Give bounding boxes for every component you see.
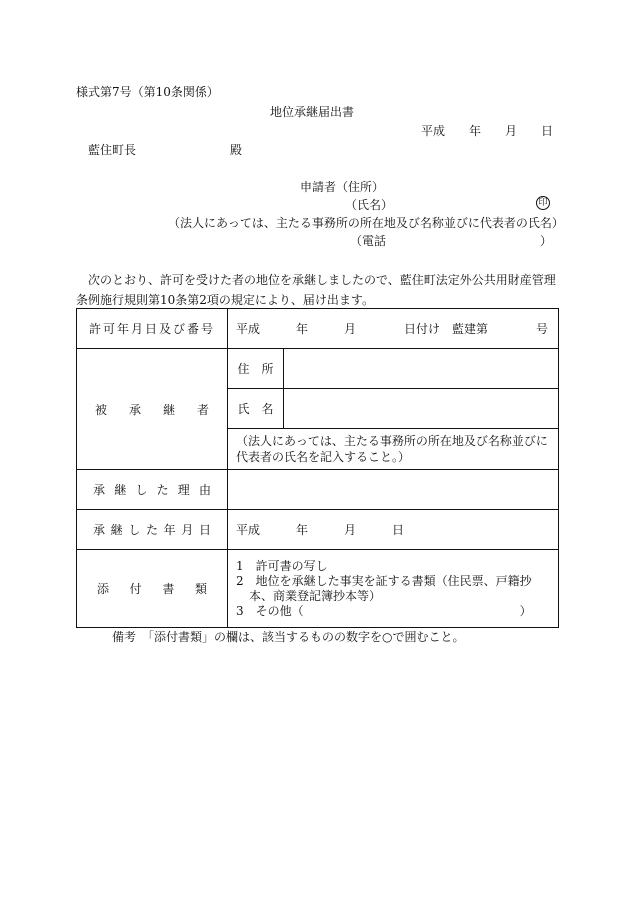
attachments-list bbox=[228, 550, 559, 628]
attachment-item: 2 地位を承継した事実を証する書類（住民票、戸籍抄本、商業登記簿抄本等） bbox=[236, 573, 532, 603]
succession-date-value: 平成 年 月 日 bbox=[228, 510, 559, 550]
addressee: 藍住町長 bbox=[88, 143, 137, 157]
successor-label: 被 承 継 者 bbox=[95, 402, 209, 417]
permit-value: 平成 年 月 日付け 藍建第 号 bbox=[228, 309, 559, 349]
date-line: 平成 年 月 日 bbox=[421, 124, 554, 138]
reason-row bbox=[77, 470, 559, 510]
reason-label: 承 継 し た 理 由 bbox=[93, 483, 211, 497]
address-field[interactable] bbox=[284, 349, 559, 389]
reason-field[interactable] bbox=[228, 470, 559, 510]
applicant-corporate-note: （法人にあっては、主たる事務所の所在地及び名称並びに代表者の氏名） bbox=[168, 216, 564, 230]
permit-row bbox=[77, 309, 559, 349]
reason-label-cell bbox=[77, 470, 228, 510]
attachment-item: 3 その他（ ） bbox=[236, 603, 532, 618]
body-text-content: 次のとおり、許可を受けた者の地位を承継しましたので、藍住町法定外公共用財産管理条例施行規則第10条第2項の規定により、届け出ます。 bbox=[76, 273, 556, 307]
address-label: 住 所 bbox=[228, 349, 284, 389]
applicant-name-label: （氏名） bbox=[345, 198, 394, 212]
name-field[interactable] bbox=[284, 389, 559, 429]
body-text bbox=[76, 270, 556, 310]
form-number: 様式第7号（第10条関係） bbox=[76, 85, 219, 99]
honorific: 殿 bbox=[230, 143, 243, 157]
document-title: 地位承継届出書 bbox=[270, 105, 355, 119]
succession-date-label: 承 継 し た 年 月 日 bbox=[93, 523, 211, 537]
applicant-phone-label: （電話 bbox=[350, 234, 387, 248]
attach-label-cell bbox=[77, 550, 228, 628]
applicant-address-label: 申請者（住所） bbox=[300, 180, 385, 194]
successor-label-cell bbox=[77, 349, 228, 470]
seal-mark: 印 bbox=[536, 196, 550, 210]
date-label-cell bbox=[77, 510, 228, 550]
remarks: 備考 「添付書類」の欄は、該当するものの数字を○で囲むこと。 bbox=[112, 630, 465, 644]
permit-label: 許可年月日及び番号 bbox=[77, 309, 228, 349]
succession-date-row bbox=[77, 510, 559, 550]
attachments-label: 添 付 書 類 bbox=[97, 582, 207, 596]
attachments-row bbox=[77, 550, 559, 628]
form-table bbox=[76, 308, 559, 628]
name-label: 氏 名 bbox=[228, 389, 284, 429]
applicant-phone-close: ） bbox=[540, 234, 553, 248]
successor-address-row bbox=[77, 349, 559, 389]
attachment-item: 1 許可書の写し bbox=[236, 558, 328, 573]
successor-note: （法人にあっては、主たる事務所の所在地及び名称並びに代表者の氏名を記入すること。） bbox=[228, 429, 559, 470]
